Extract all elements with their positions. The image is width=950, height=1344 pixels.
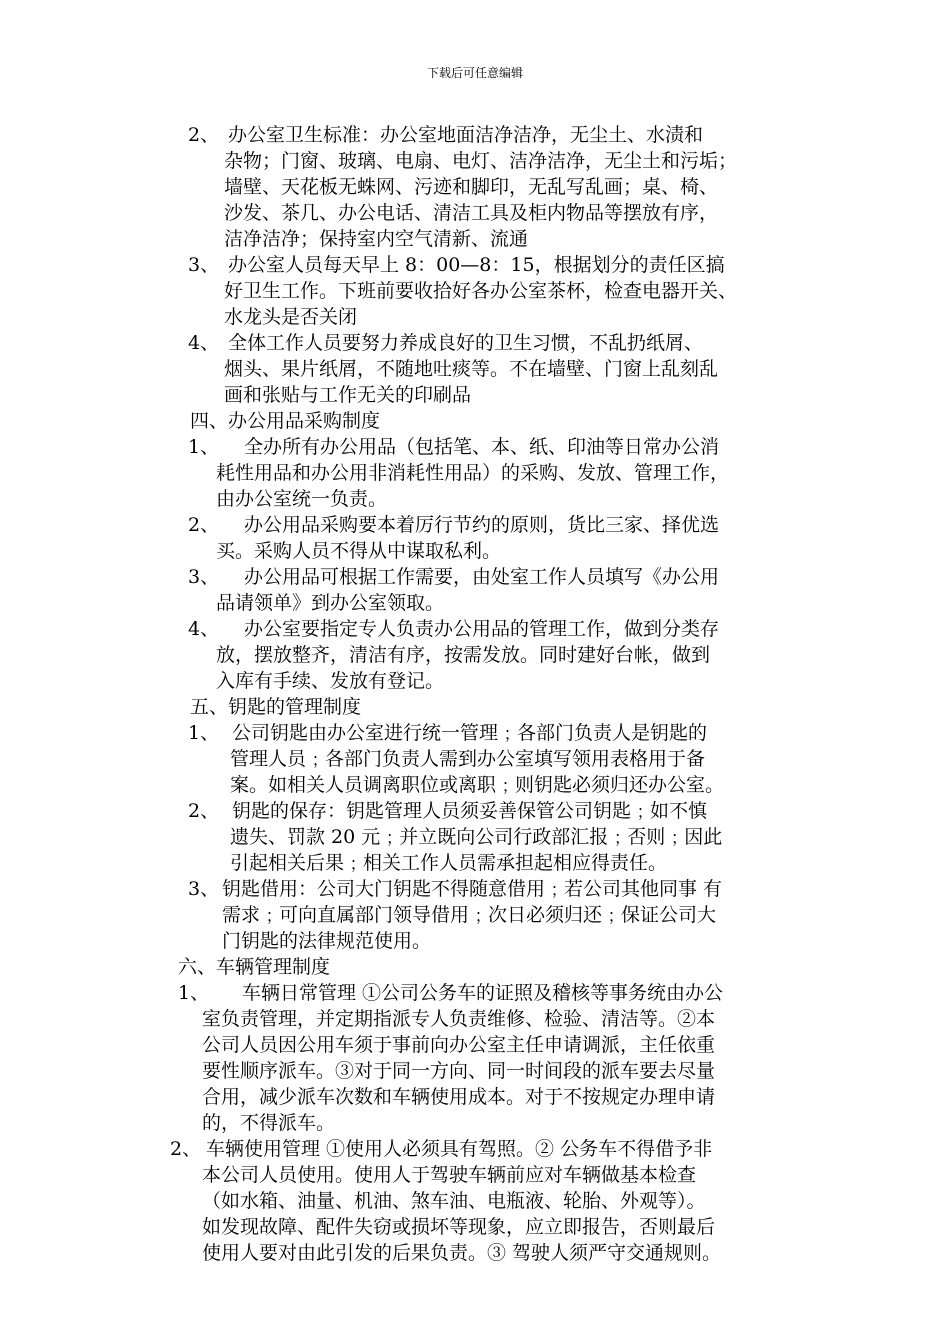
item-line: 烟头、果片纸屑，不随地吐痰等。不在墙壁、门窗上乱刻乱: [224, 358, 719, 380]
page-header: 下载后可任意编辑: [426, 66, 523, 80]
item-number: 2、: [188, 124, 220, 146]
item-line: 要性顺序派车。③对于同一方向、同一时间段的派车要去尽量: [202, 1060, 716, 1082]
item-number: 1、: [188, 722, 220, 744]
list-item: [0, 616, 950, 694]
item-line: 办公用品可根据工作需要，由处室工作人员填写《办公用: [244, 566, 720, 588]
item-line: 水龙头是否关闭: [224, 306, 358, 328]
section-heading: 四、办公用品采购制度: [190, 410, 381, 432]
item-line: 引起相关后果﹔相关工作人员需承担起相应得责任。: [230, 852, 668, 874]
list-item: [0, 122, 950, 252]
item-line: 画和张贴与工作无关的印刷品: [224, 384, 472, 406]
item-line: 车辆使用管理 ①使用人必须具有驾照。② 公务车不得借予非: [206, 1138, 713, 1160]
item-line: 办公室卫生标准：办公室地面洁净洁净，无尘土、水渍和: [228, 124, 704, 146]
item-line: 沙发、茶几、办公电话、清洁工具及柜内物品等摆放有序，: [224, 202, 719, 224]
item-line: 遗失、罚款 20 元﹔并立既向公司行政部汇报﹔否则﹔因此: [230, 826, 723, 848]
item-line: 入库有手续、发放有登记。: [216, 670, 445, 692]
item-number: 1、: [188, 436, 220, 458]
item-number: 3、: [188, 566, 220, 588]
item-number: 2、: [188, 514, 220, 536]
item-number: 2、: [170, 1138, 202, 1160]
item-line: 全体工作人员要努力养成良好的卫生习惯，不乱扔纸屑、: [228, 332, 704, 354]
item-line: 办公室要指定专人负责办公用品的管理工作，做到分类存: [244, 618, 720, 640]
item-number: 2、: [188, 800, 220, 822]
item-line: 耗性用品和办公用非消耗性用品）的采购、发放、管理工作，: [216, 462, 730, 484]
item-line: （如水箱、油量、机油、煞车油、电瓶液、轮胎、外观等）。: [202, 1190, 706, 1212]
item-number: 3、: [188, 254, 220, 276]
list-item: [0, 564, 950, 616]
item-line: 的，不得派车。: [202, 1112, 336, 1134]
item-line: 车辆日常管理 ①公司公务车的证照及稽核等事务统由办公: [242, 982, 724, 1004]
list-item: [0, 512, 950, 564]
item-line: 案。如相关人员调离职位或离职﹔则钥匙必须归还办公室。: [230, 774, 725, 796]
item-line: 本公司人员使用。使用人于驾驶车辆前应对车辆做基本检查: [202, 1164, 697, 1186]
item-line: 品请领单》到办公室领取。: [216, 592, 445, 614]
item-line: 管理人员﹔各部门负责人需到办公室填写领用表格用于备: [230, 748, 706, 770]
item-line: 使用人要对由此引发的后果负责。③ 驾驶人须严守交通规则。: [202, 1242, 722, 1264]
section-heading: 五、钥匙的管理制度: [190, 696, 362, 718]
section-heading: 六、车辆管理制度: [178, 956, 331, 978]
document-body: [0, 122, 950, 1266]
item-number: 1、: [178, 982, 210, 1004]
list-item: [0, 980, 950, 1136]
item-line: 需求﹔可向直属部门领导借用﹔次日必须归还﹔保证公司大: [222, 904, 717, 926]
item-line: 杂物；门窗、玻璃、电扇、电灯、洁净洁净，无尘土和污垢；: [224, 150, 738, 172]
item-line: 合用，减少派车次数和车辆使用成本。对于不按规定办理申请: [202, 1086, 716, 1108]
item-line: 墙壁、天花板无蛛网、污迹和脚印，无乱写乱画；桌、椅、: [224, 176, 719, 198]
item-line: 办公用品采购要本着厉行节约的原则，货比三家、择优选: [244, 514, 720, 536]
list-item: [0, 720, 950, 798]
list-item: [0, 434, 950, 512]
list-item: [0, 798, 950, 876]
item-line: 好卫生工作。下班前要收拾好各办公室茶杯，检查电器开关、: [224, 280, 738, 302]
item-line: 门钥匙的法律规范使用。: [222, 930, 432, 952]
item-line: 办公室人员每天早上 8：00—8：15，根据划分的责任区搞: [228, 254, 725, 276]
item-line: 钥匙借用：公司大门钥匙不得随意借用﹔若公司其他同事 有: [222, 878, 723, 900]
item-line: 室负责管理，并定期指派专人负责维修、检验、清洁等。②本: [202, 1008, 716, 1030]
item-line: 由办公室统一负责。: [216, 488, 388, 510]
item-number: 4、: [188, 332, 220, 354]
list-item: [0, 252, 950, 330]
item-line: 全办所有办公用品（包括笔、本、纸、印油等日常办公消: [244, 436, 720, 458]
item-line: 公司钥匙由办公室进行统一管理﹔各部门负责人是钥匙的: [232, 722, 708, 744]
item-line: 钥匙的保存：钥匙管理人员须妥善保管公司钥匙﹔如不慎: [232, 800, 708, 822]
list-item: [0, 876, 950, 954]
item-line: 买。采购人员不得从中谋取私利。: [216, 540, 502, 562]
item-line: 如发现故障、配件失窃或损坏等现象，应立即报告，否则最后: [202, 1216, 716, 1238]
item-number: 4、: [188, 618, 220, 640]
item-number: 3、: [188, 878, 220, 900]
item-line: 放，摆放整齐，清洁有序，按需发放。同时建好台帐，做到: [216, 644, 711, 666]
list-item: [0, 1136, 950, 1266]
item-line: 洁净洁净；保持室内空气清新、流通: [224, 228, 529, 250]
item-line: 公司人员因公用车须于事前向办公室主任申请调派，主任依重: [202, 1034, 716, 1056]
list-item: [0, 330, 950, 408]
